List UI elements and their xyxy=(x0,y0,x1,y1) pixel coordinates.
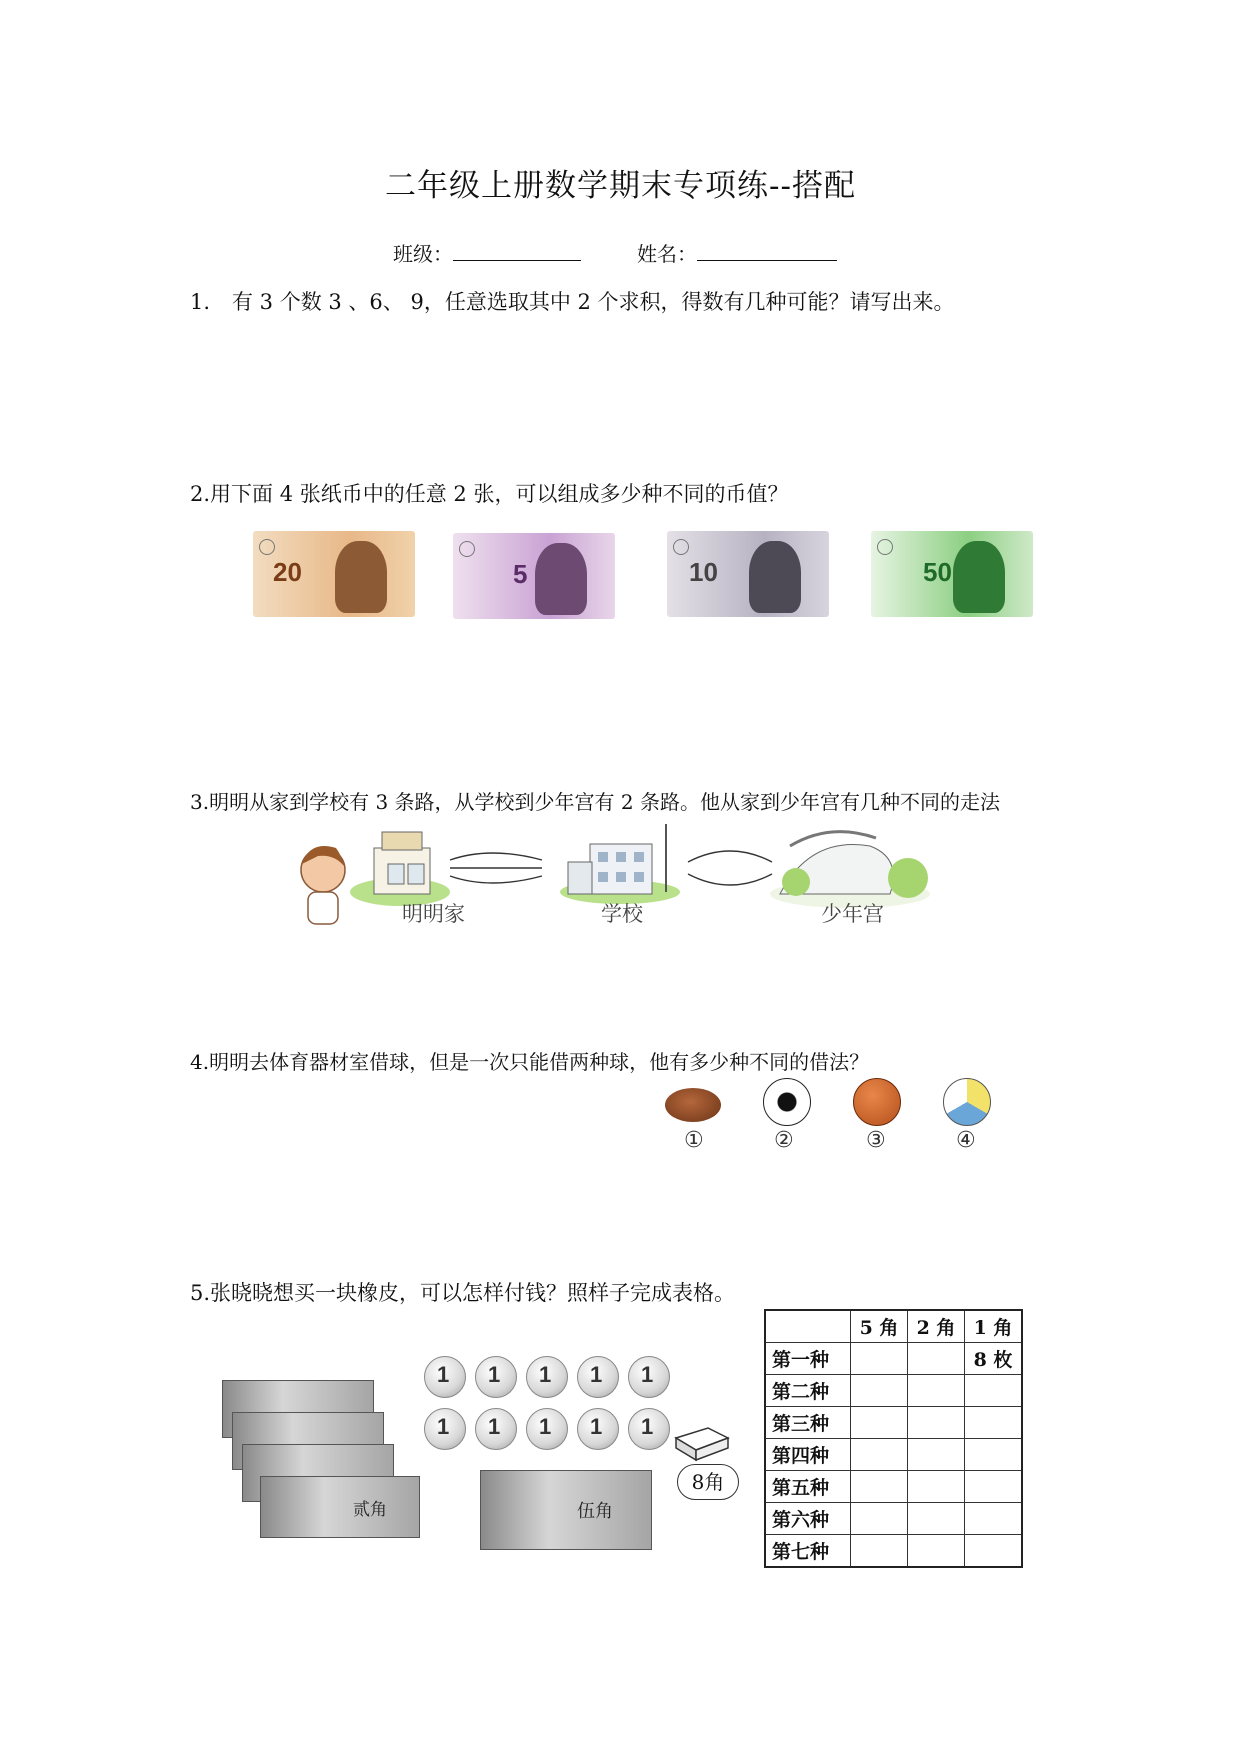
table-cell[interactable] xyxy=(908,1375,965,1407)
banknote-50 xyxy=(871,531,1033,617)
table-cell[interactable] xyxy=(851,1375,908,1407)
two-jiao-label: 贰角 xyxy=(353,1500,387,1520)
portrait-icon xyxy=(953,541,1005,613)
table-cell[interactable] xyxy=(851,1343,908,1375)
table-cell[interactable] xyxy=(965,1375,1023,1407)
table-cell[interactable] xyxy=(851,1503,908,1535)
coin-value: 1 xyxy=(437,1362,450,1387)
route-diagram xyxy=(290,818,940,948)
five-jiao-label: 伍角 xyxy=(577,1501,613,1522)
table-cell[interactable] xyxy=(908,1439,965,1471)
coin-value: 1 xyxy=(488,1362,501,1387)
table-cell[interactable] xyxy=(851,1407,908,1439)
coin-value: 1 xyxy=(539,1362,552,1387)
portrait-icon xyxy=(535,543,587,615)
table-cell[interactable] xyxy=(965,1503,1023,1535)
coin-value: 1 xyxy=(539,1414,552,1439)
table-cell[interactable] xyxy=(908,1503,965,1535)
one-jiao-coin-icon xyxy=(628,1408,670,1450)
question-2-text: 2.用下面 4 张纸币中的任意 2 张，可以组成多少种不同的币值？ xyxy=(190,482,789,506)
question-3-text: 3.明明从家到学校有 3 条路，从学校到少年宫有 2 条路。他从家到少年宫有几种不同的走法 xyxy=(190,790,1000,814)
name-label: 姓名： xyxy=(637,242,697,266)
table-corner-cell xyxy=(765,1310,851,1343)
table-header-cell: 1 角 xyxy=(965,1310,1023,1343)
banknote-10 xyxy=(667,531,829,617)
table-cell[interactable] xyxy=(965,1407,1023,1439)
question-4-text: 4.明明去体育器材室借球，但是一次只能借两种球，他有多少种不同的借法？ xyxy=(190,1050,870,1074)
table-cell[interactable] xyxy=(908,1343,965,1375)
table-cell[interactable] xyxy=(851,1471,908,1503)
coin-value: 1 xyxy=(590,1362,603,1387)
table-header-row xyxy=(765,1310,1022,1343)
ball-number-1: ① xyxy=(684,1128,704,1153)
two-jiao-note xyxy=(260,1476,420,1538)
boy-icon xyxy=(301,846,345,924)
one-jiao-coin-icon xyxy=(475,1408,517,1450)
ball-number-4: ④ xyxy=(956,1128,976,1153)
table-cell[interactable] xyxy=(851,1535,908,1568)
table-cell[interactable] xyxy=(851,1439,908,1471)
one-jiao-coin-icon xyxy=(475,1356,517,1398)
table-row-label: 第四种 xyxy=(765,1439,851,1471)
banknote-5 xyxy=(453,533,615,619)
football-icon xyxy=(665,1088,721,1122)
table-row xyxy=(765,1407,1022,1439)
class-blank[interactable] xyxy=(453,240,581,261)
table-cell[interactable] xyxy=(965,1471,1023,1503)
table-cell[interactable] xyxy=(908,1471,965,1503)
portrait-icon xyxy=(749,541,801,613)
soccer-ball-icon xyxy=(763,1078,811,1126)
volleyball-icon xyxy=(943,1078,991,1126)
place-label-home: 明明家 xyxy=(402,902,465,926)
place-label-palace: 少年宫 xyxy=(821,902,884,926)
table-header-cell: 5 角 xyxy=(851,1310,908,1343)
table-row xyxy=(765,1439,1022,1471)
coin-value: 1 xyxy=(437,1414,450,1439)
table-row xyxy=(765,1471,1022,1503)
banknote-value: 50 xyxy=(923,557,952,587)
eraser-icon xyxy=(672,1424,732,1464)
table-cell[interactable] xyxy=(965,1535,1023,1568)
table-header-cell: 2 角 xyxy=(908,1310,965,1343)
one-jiao-coin-icon xyxy=(628,1356,670,1398)
school-icon xyxy=(560,824,680,904)
one-jiao-coin-icon xyxy=(424,1356,466,1398)
table-cell[interactable] xyxy=(908,1535,965,1568)
place-label-school: 学校 xyxy=(601,902,643,926)
coin-value: 1 xyxy=(641,1414,654,1439)
one-jiao-coin-icon xyxy=(424,1408,466,1450)
coin-value: 1 xyxy=(488,1414,501,1439)
table-row xyxy=(765,1375,1022,1407)
banknote-value: 10 xyxy=(689,557,718,587)
payment-table xyxy=(764,1309,1023,1568)
table-cell[interactable] xyxy=(908,1407,965,1439)
basketball-icon xyxy=(853,1078,901,1126)
portrait-icon xyxy=(335,541,387,613)
table-row-label: 第三种 xyxy=(765,1407,851,1439)
class-label: 班级： xyxy=(393,242,453,266)
table-cell[interactable]: 8 枚 xyxy=(965,1343,1023,1375)
one-jiao-coin-icon xyxy=(526,1356,568,1398)
emblem-icon xyxy=(673,539,689,555)
question-5-text: 5.张晓晓想买一块橡皮，可以怎样付钱？照样子完成表格。 xyxy=(190,1281,736,1305)
five-jiao-note xyxy=(480,1470,652,1550)
coin-value: 1 xyxy=(641,1362,654,1387)
table-row-label: 第七种 xyxy=(765,1535,851,1568)
banknote-value: 20 xyxy=(273,557,302,587)
table-cell[interactable] xyxy=(965,1439,1023,1471)
ball-number-2: ② xyxy=(774,1128,794,1153)
youth-palace-icon xyxy=(770,832,930,908)
table-row xyxy=(765,1503,1022,1535)
question-1 xyxy=(190,286,955,316)
table-row xyxy=(765,1343,1022,1375)
one-jiao-coin-icon xyxy=(577,1408,619,1450)
home-icon xyxy=(350,832,450,906)
emblem-icon xyxy=(459,541,475,557)
student-fields xyxy=(393,238,837,267)
emblem-icon xyxy=(877,539,893,555)
question-1-text: 有 3 个数 3 、6、 9，任意选取其中 2 个求积，得数有几种可能？请写出来。 xyxy=(232,290,955,314)
table-row-label: 第五种 xyxy=(765,1471,851,1503)
ball-number-3: ③ xyxy=(866,1128,886,1153)
question-1-number: 1. xyxy=(190,290,211,314)
name-blank[interactable] xyxy=(697,240,837,261)
coin-value: 1 xyxy=(590,1414,603,1439)
price-tag xyxy=(677,1464,739,1500)
banknote-value: 5 xyxy=(513,559,528,589)
table-row-label: 第二种 xyxy=(765,1375,851,1407)
table-row-label: 第一种 xyxy=(765,1343,851,1375)
page-title: 二年级上册数学期末专项练--搭配 xyxy=(385,168,856,204)
one-jiao-coin-icon xyxy=(577,1356,619,1398)
table-row-label: 第六种 xyxy=(765,1503,851,1535)
one-jiao-coin-icon xyxy=(526,1408,568,1450)
price-label: 8角 xyxy=(691,1470,725,1494)
banknote-20 xyxy=(253,531,415,617)
emblem-icon xyxy=(259,539,275,555)
table-row xyxy=(765,1535,1022,1568)
